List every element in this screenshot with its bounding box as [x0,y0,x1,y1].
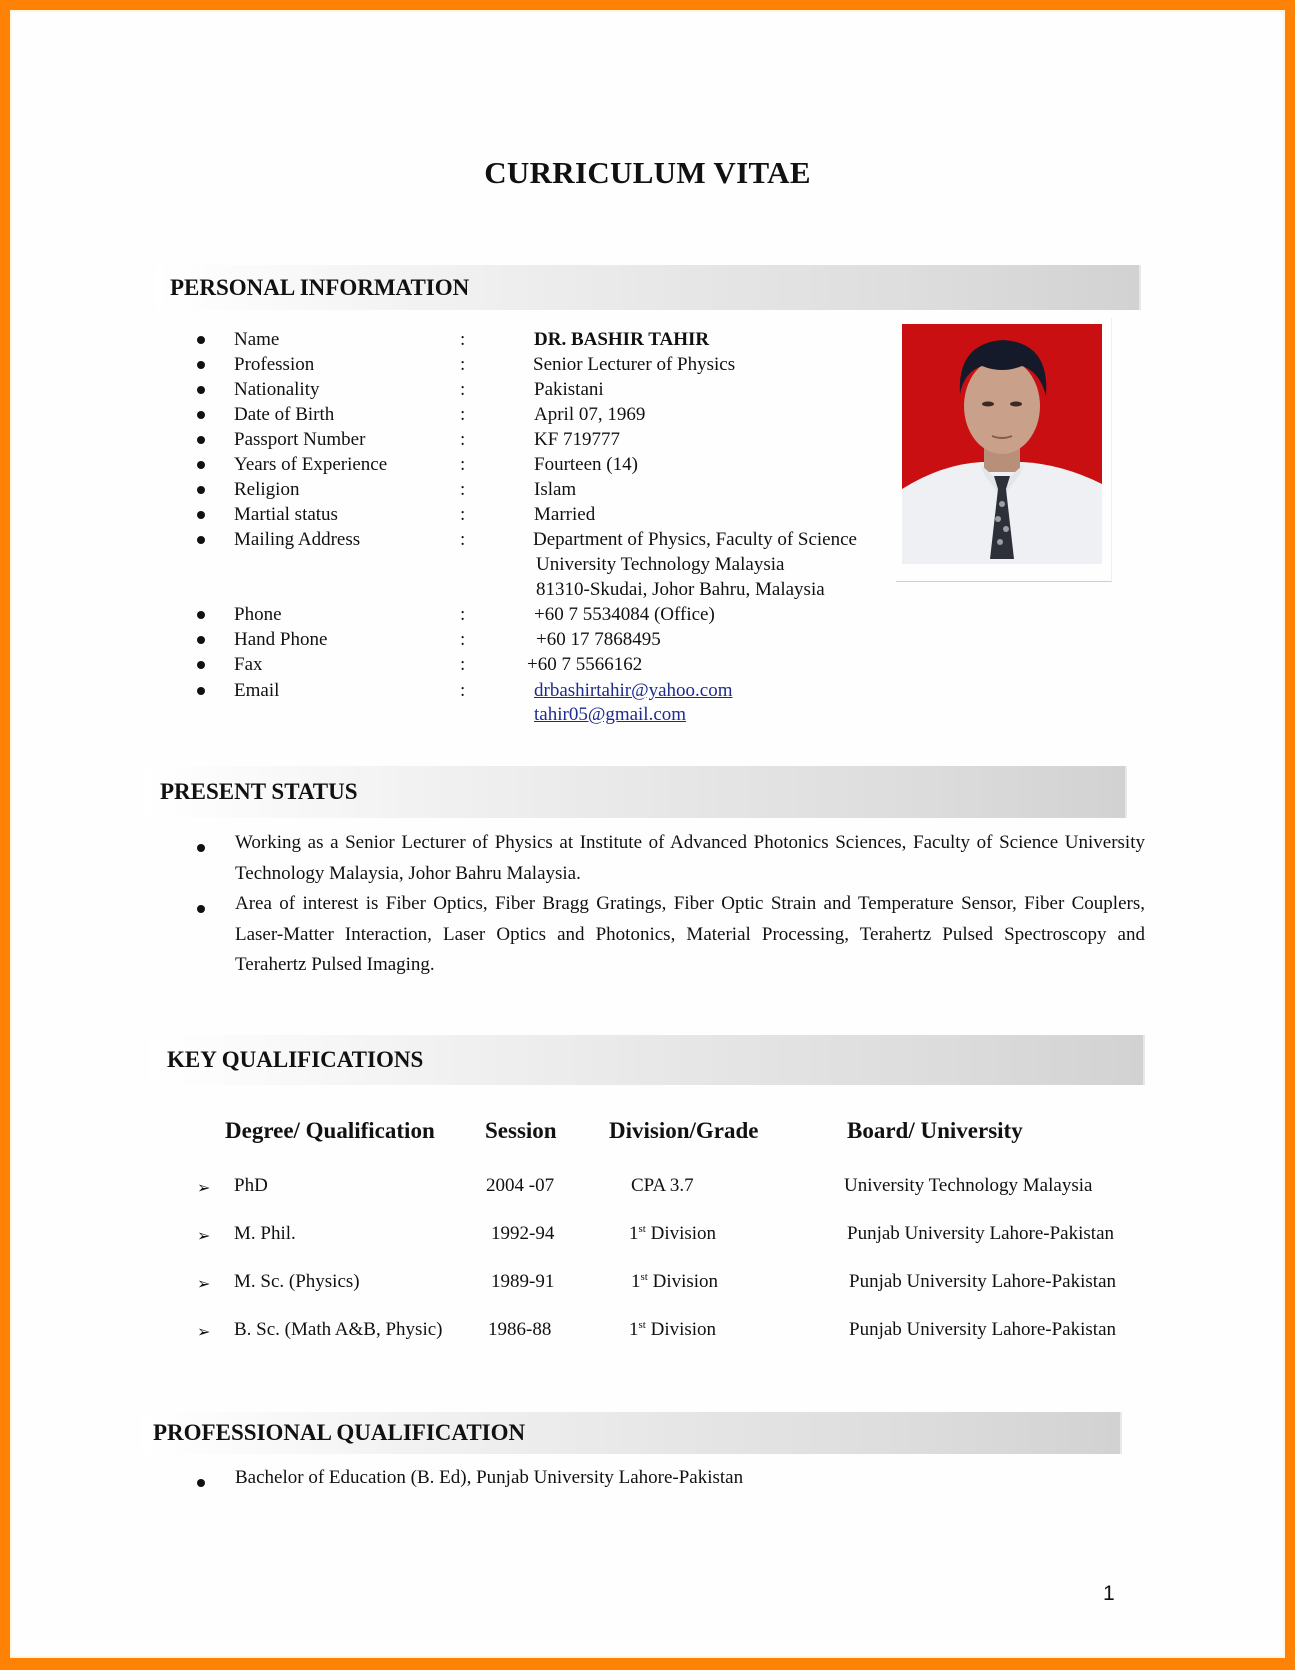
cell-board: Punjab University Lahore-Pakistan [849,1319,1117,1340]
arrow-bullet-icon: ➢ [197,1324,211,1341]
info-label: Date of Birth [234,404,335,425]
email-link-primary[interactable]: drbashirtahir@yahoo.com [534,680,733,701]
cell-board: Punjab University Lahore-Pakistan [847,1223,1115,1244]
grade-text: Division [645,1319,717,1340]
info-separator: : [460,354,466,375]
bullet-icon [197,905,205,913]
bullet-icon [197,386,205,394]
section-title: PERSONAL INFORMATION [170,274,470,300]
column-header-board: Board/ University [847,1118,1023,1143]
grade-text: Division [645,1223,717,1244]
info-label: Religion [234,479,300,500]
column-header-degree: Degree/ Qualification [225,1118,435,1143]
grade-number: 1 [631,1271,641,1292]
section-title: KEY QUALIFICATIONS [167,1047,424,1072]
grade-ordinal: st [638,1319,646,1331]
info-value: April 07, 1969 [534,404,646,425]
document-title: CURRICULUM VITAE [484,155,811,190]
bullet-icon [197,687,205,695]
info-label: Email [234,680,280,701]
bullet-icon [197,511,205,519]
bullet-icon [197,636,205,644]
bullet-icon [197,611,205,619]
info-value: Department of Physics, Faculty of Science [533,529,857,550]
info-label: Mailing Address [234,529,361,550]
info-separator: : [460,529,466,550]
info-label: Hand Phone [234,629,328,650]
info-value: +60 17 7868495 [536,629,661,650]
info-separator: : [460,329,466,350]
info-separator: : [460,454,466,475]
info-value: +60 7 5566162 [527,654,643,675]
professional-qualification-item: Bachelor of Education (B. Ed), Punjab University Lahore-Pakistan [235,1467,744,1488]
page-number: 1 [1103,1582,1115,1605]
cell-degree: PhD [234,1175,268,1196]
info-value: University Technology Malaysia [536,554,785,575]
cell-grade [631,1271,718,1293]
grade-ordinal: st [638,1223,646,1235]
section-title: PROFESSIONAL QUALIFICATION [153,1420,526,1445]
info-value: Islam [534,479,577,500]
bullet-icon [197,486,205,494]
grade-text: CPA 3.7 [631,1175,694,1196]
section-header-personal-information [156,265,1141,310]
email-link-secondary[interactable]: tahir05@gmail.com [534,704,687,725]
section-header-key-qualifications [150,1035,1145,1085]
cell-board: Punjab University Lahore-Pakistan [849,1271,1117,1292]
info-label: Phone [234,604,282,625]
info-separator: : [460,379,466,400]
section-header-present-status [143,766,1127,818]
info-label: Passport Number [234,429,366,450]
info-separator: : [460,479,466,500]
cell-degree: M. Phil. [234,1223,296,1244]
profile-photo [902,324,1102,564]
cell-session: 1989-91 [491,1271,555,1292]
info-label: Nationality [234,379,320,400]
info-value: 81310-Skudai, Johor Bahru, Malaysia [536,579,825,600]
bullet-icon [197,661,205,669]
column-header-session: Session [485,1118,557,1143]
bullet-icon [197,461,205,469]
info-separator: : [460,504,466,525]
info-separator: : [460,429,466,450]
bullet-icon [197,336,205,344]
grade-text: Division [647,1271,719,1292]
cell-board: University Technology Malaysia [844,1175,1093,1196]
info-label: Name [234,329,280,350]
info-value: Married [534,504,596,525]
bullet-icon [197,411,205,419]
info-separator: : [460,604,466,625]
info-value: KF 719777 [534,429,621,450]
cell-session: 2004 -07 [486,1175,555,1196]
info-label: Martial status [234,504,338,525]
present-status-item: Working as a Senior Lecturer of Physics at Institute of Advanced Photonics Sciences, Faculty of Science University Technology Malaysia, Johor Bahru Malaysia. [235,832,1145,884]
info-label: Years of Experience [234,454,388,475]
cell-degree: M. Sc. (Physics) [234,1271,360,1292]
info-value: +60 7 5534084 (Office) [534,604,715,625]
info-value: Pakistani [534,379,604,400]
info-separator: : [460,654,466,675]
column-header-grade: Division/Grade [609,1118,759,1143]
info-value: Fourteen (14) [534,454,638,475]
bullet-icon [197,436,205,444]
arrow-bullet-icon: ➢ [197,1276,211,1293]
info-separator: : [460,404,466,425]
info-separator: : [460,629,466,650]
cell-grade [629,1223,716,1245]
arrow-bullet-icon: ➢ [197,1228,211,1245]
cell-session: 1986-88 [488,1319,552,1340]
bullet-icon [197,361,205,369]
present-status-item: Area of interest is Fiber Optics, Fiber Bragg Gratings, Fiber Optic Strain and Temperature Sensor, Fiber Couplers, Laser-Matter Interaction, Laser Optics and Photonics, Material Processing, Terahertz Pulsed Spectroscopy and Terahertz Pulsed Imaging. [235,893,1145,975]
section-title: PRESENT STATUS [160,779,358,804]
info-value-name: DR. BASHIR TAHIR [534,329,710,350]
cv-page [10,10,1285,1658]
section-header-professional-qualification [142,1412,1122,1454]
cell-grade [631,1175,694,1197]
cell-session: 1992-94 [491,1223,555,1244]
bullet-icon [197,1479,205,1487]
grade-ordinal: st [640,1271,648,1283]
info-label: Fax [234,654,263,675]
cell-degree: B. Sc. (Math A&B, Physic) [234,1319,443,1340]
bullet-icon [197,844,205,852]
info-label: Profession [234,354,315,375]
grade-number: 1 [629,1223,639,1244]
info-separator: : [460,680,466,701]
cell-grade [629,1319,716,1341]
arrow-bullet-icon: ➢ [197,1180,211,1197]
grade-number: 1 [629,1319,639,1340]
portrait-image-icon [902,324,1102,564]
bullet-icon [197,536,205,544]
info-value: Senior Lecturer of Physics [533,354,736,375]
